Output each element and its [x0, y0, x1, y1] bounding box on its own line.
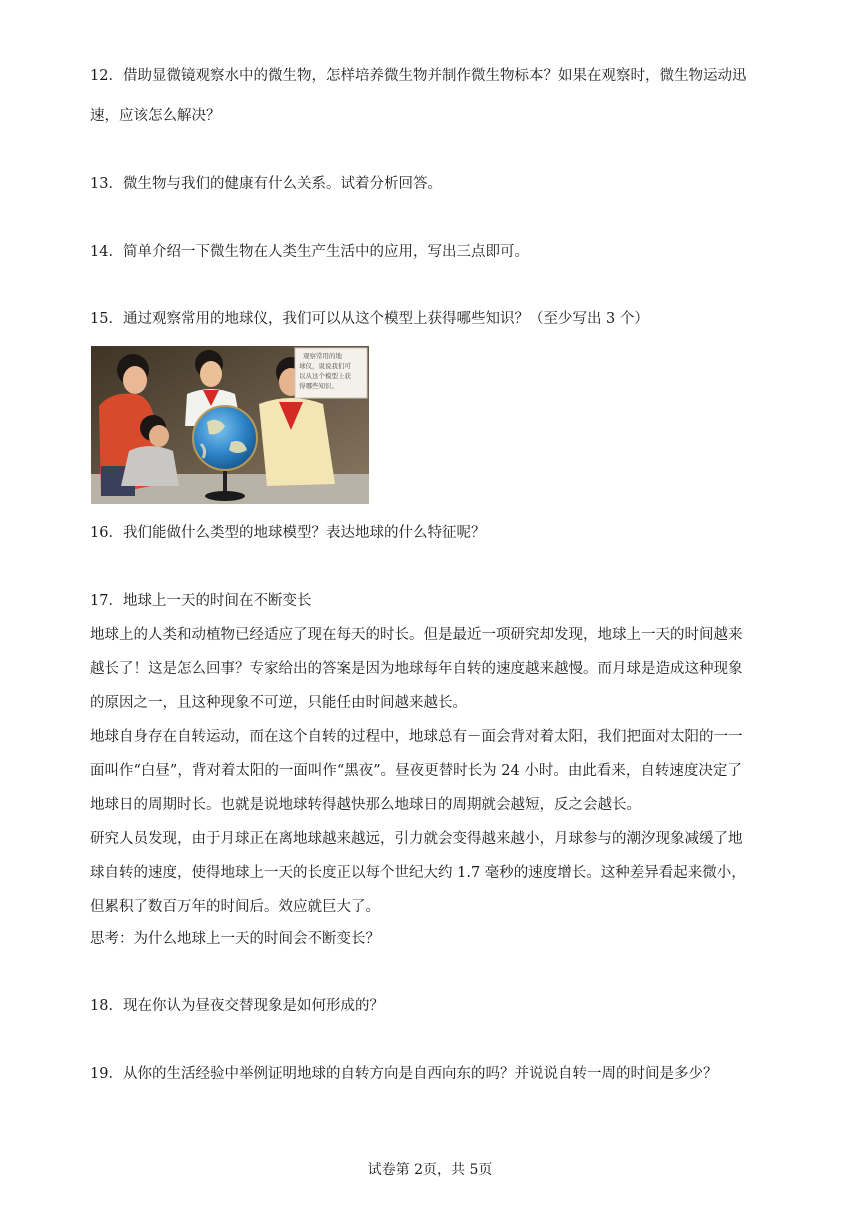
- passage-line-1: 地球上的人类和动植物已经适应了现在每天的时长。但是最近一项研究却发现，地球上一天的时间越来: [90, 627, 743, 643]
- passage-line-8: 球自转的速度，使得地球上一天的长度正以每个世纪大约 1.7 毫秒的速度增长。这种差异看起来微小，: [90, 865, 746, 881]
- figure-caption-line-2: 球仪，说说我们可: [299, 362, 351, 370]
- globe-photo-illustration: [91, 346, 369, 504]
- passage-line-2: 越长了！这是怎么回事？专家给出的答案是因为地球每年自转的速度越来越慢。而月球是造成这种现象: [90, 661, 743, 677]
- question-12-line-2: 速，应该怎么解决？: [90, 108, 221, 124]
- passage-line-9: 但累积了数百万年的时间后。效应就巨大了。: [90, 899, 380, 915]
- passage-think-question: 思考：为什么地球上一天的时间会不断变长？: [90, 931, 380, 947]
- passage-line-6: 地球日的周期时长。也就是说地球转得越快那么地球日的周期就会越短，反之会越长。: [90, 797, 641, 813]
- globe-observation-photo: [91, 346, 369, 504]
- question-14: 14．简单介绍一下微生物在人类生产生活中的应用，写出三点即可。: [90, 244, 529, 260]
- page-footer: 试卷第 2页，共 5页: [367, 1162, 493, 1178]
- question-18: 18．现在你认为昼夜交替现象是如何形成的？: [90, 998, 384, 1014]
- passage-line-3: 的原因之一，且这种现象不可逆，只能任由时间越来越长。: [90, 695, 467, 711]
- question-15: 15．通过观察常用的地球仪，我们可以从这个模型上获得哪些知识？（至少写出 3 个）: [90, 311, 649, 327]
- passage-line-5: 面叫作“白昼”，背对着太阳的一面叫作“黑夜”。昼夜更替时长为 24 小时。由此看来，自转速度决定了: [90, 763, 742, 779]
- question-12-line-1: 12．借助显微镜观察水中的微生物，怎样培养微生物并制作微生物标本？如果在观察时，微生物运动迅: [90, 68, 747, 84]
- figure-caption-line-3: 以从这个模型上获: [299, 372, 351, 380]
- figure-caption-line-4: 得哪些知识。: [299, 382, 338, 390]
- question-17-title: 17．地球上一天的时间在不断变长: [90, 593, 312, 609]
- passage-line-7: 研究人员发现，由于月球正在离地球越来越远，引力就会变得越来越小，月球参与的潮汐现象减缓了地: [90, 831, 743, 847]
- figure-caption-line-1: 观察常用的地: [303, 352, 342, 360]
- question-19: 19．从你的生活经验中举例证明地球的自转方向是自西向东的吗？并说说自转一周的时间是多少？: [90, 1066, 718, 1082]
- question-16: 16．我们能做什么类型的地球模型？表达地球的什么特征呢？: [90, 525, 486, 541]
- question-13: 13．微生物与我们的健康有什么关系。试着分析回答。: [90, 176, 442, 192]
- passage-line-4: 地球自身存在自转运动，而在这个自转的过程中，地球总有－面会背对着太阳，我们把面对太阳的一一: [90, 729, 743, 745]
